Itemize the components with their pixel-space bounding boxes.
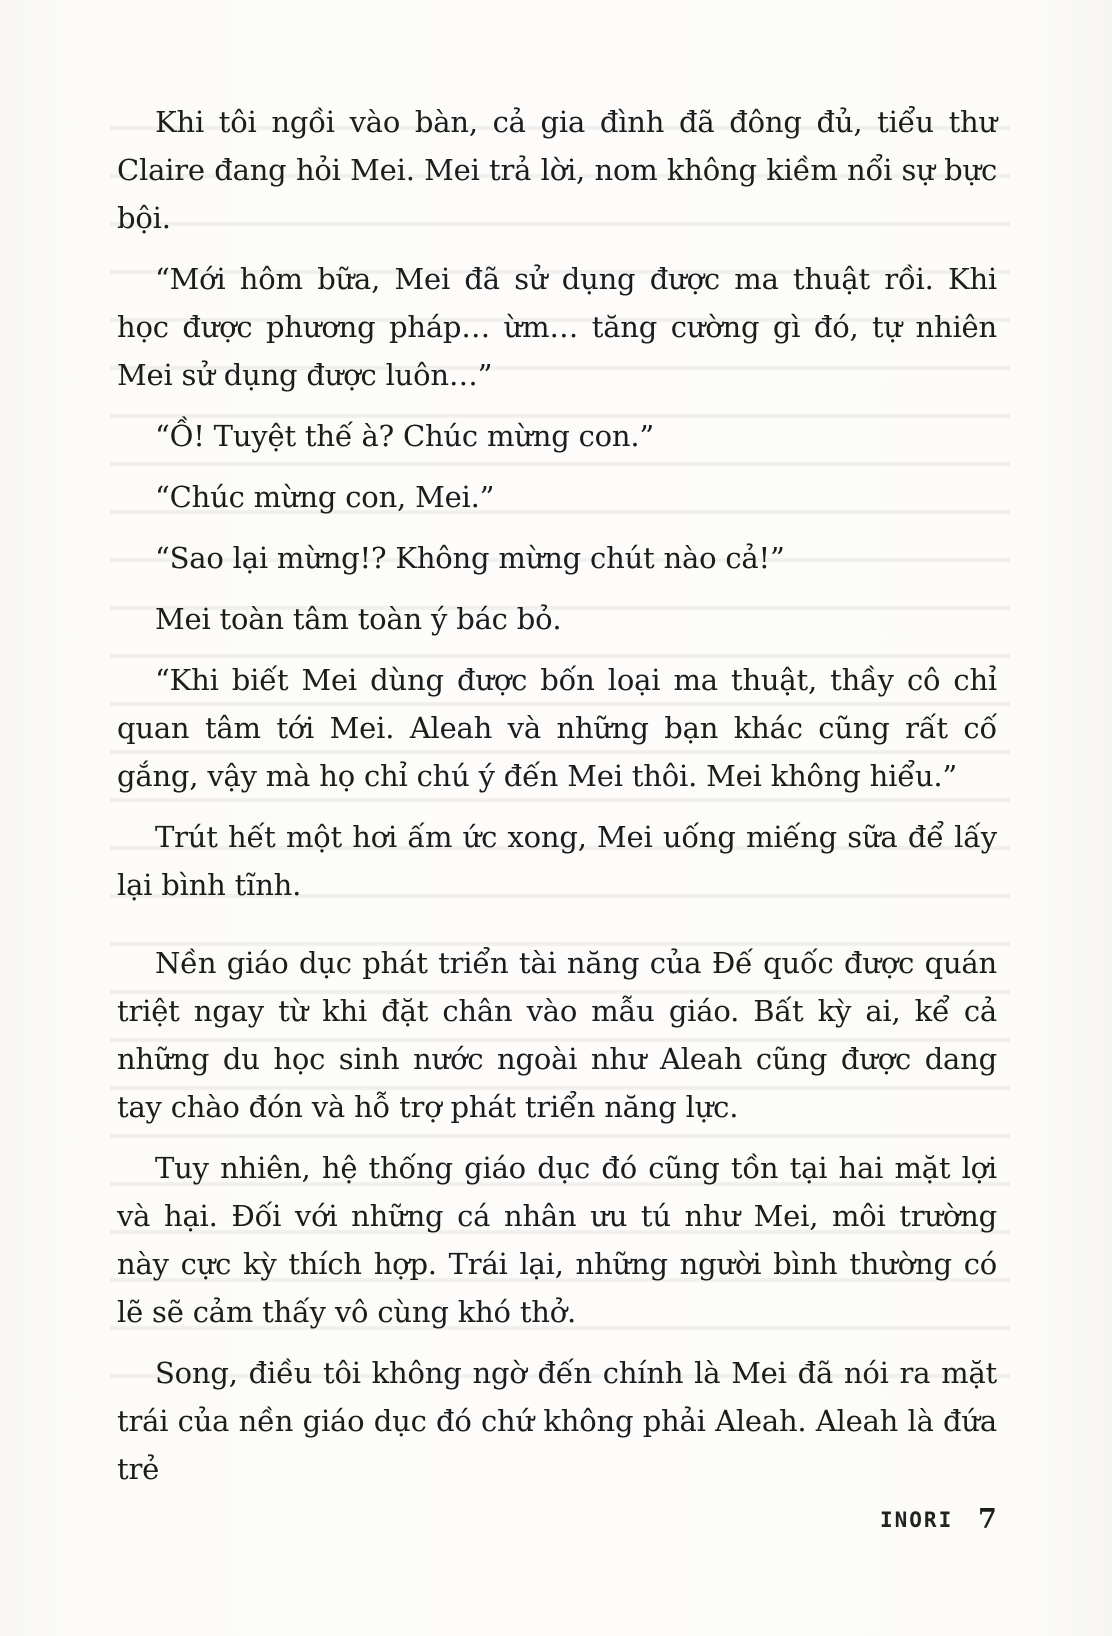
paragraph-9: Nền giáo dục phát triển tài năng của Đế quốc được quán triệt ngay từ khi đặt chân vào mẫu giáo. Bất kỳ ai, kể cả những du học sinh nước ngoài như Aleah cũng được dang tay chào đón và hỗ trợ phát triển năng lực. — [117, 946, 997, 1124]
body-text — [117, 98, 997, 1493]
paragraph-1: Khi tôi ngồi vào bàn, cả gia đình đã đông đủ, tiểu thư Claire đang hỏi Mei. Mei trả lời, nom không kiềm nổi sự bực bội. — [117, 105, 997, 235]
paragraph-10: Tuy nhiên, hệ thống giáo dục đó cũng tồn tại hai mặt lợi và hại. Đối với những cá nhân ưu tú như Mei, môi trường này cực kỳ thích hợp. Trái lại, những người bình thường có lẽ sẽ cảm thấy vô cùng khó thở. — [117, 1151, 997, 1329]
paragraph-6: Mei toàn tâm toàn ý bác bỏ. — [155, 602, 562, 636]
paragraph-8: Trút hết một hơi ấm ức xong, Mei uống miếng sữa để lấy lại bình tĩnh. — [117, 820, 997, 902]
paragraph-11: Song, điều tôi không ngờ đến chính là Mei đã nói ra mặt trái của nền giáo dục đó chứ không phải Aleah. Aleah là đứa trẻ — [117, 1356, 997, 1486]
paragraph-7: “Khi biết Mei dùng được bốn loại ma thuật, thầy cô chỉ quan tâm tới Mei. Aleah và những bạn khác cũng rất cố gắng, vậy mà họ chỉ chú ý đến Mei thôi. Mei không hiểu.” — [117, 663, 997, 793]
paragraph-3: “Ồ! Tuyệt thế à? Chúc mừng con.” — [155, 419, 655, 453]
page-footer — [0, 1504, 1112, 1548]
paragraph-5: “Sao lại mừng!? Không mừng chút nào cả!” — [155, 541, 785, 575]
paragraph-2: “Mới hôm bữa, Mei đã sử dụng được ma thuật rồi. Khi học được phương pháp… ừm… tăng cường gì đó, tự nhiên Mei sử dụng được luôn…” — [117, 262, 997, 392]
running-title: INORI — [880, 1508, 954, 1532]
paragraph-4: “Chúc mừng con, Mei.” — [155, 480, 495, 514]
page-number: 7 — [978, 1504, 997, 1535]
